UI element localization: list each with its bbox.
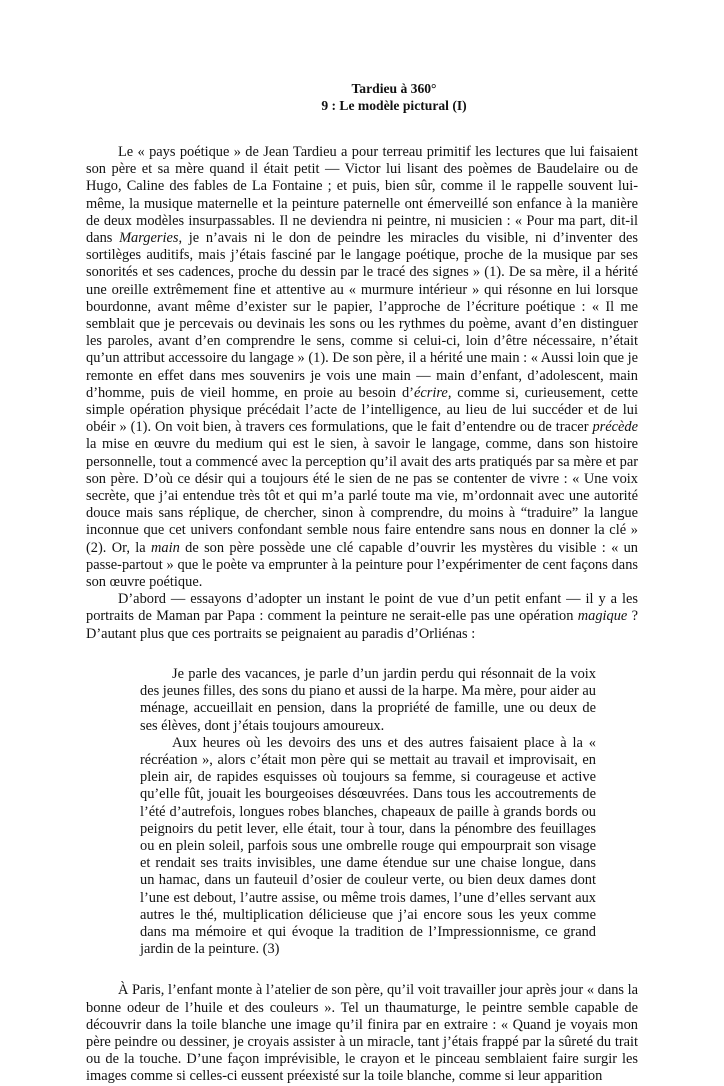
paragraph-text: ? D’autant plus que ces portraits se peignaient au paradis d’Orliénas : xyxy=(86,608,642,642)
paragraph-text: de son père possède une clé capable d’ouvrir les mystères du visible : « un passe-partout » que le poète va emprunter à la peinture pour l’expérimenter de cent façons dans son œuvre poétique. xyxy=(86,539,642,591)
paragraph-text: , comme si, curieusement, cette simple opération physique précédait l’acte de l’intelligence, au lieu de lui succéder et de lui obéir » (1). On voit bien, à travers ces formulations, que le fait d’entendre ou de tracer xyxy=(86,384,642,436)
italic-word-ecrire: écrire xyxy=(413,384,448,401)
document-subtitle: 9 : Le modèle pictural (I) xyxy=(321,98,467,113)
spacer xyxy=(86,114,638,144)
paragraph-1 xyxy=(86,144,642,591)
paragraph-3: À Paris, l’enfant monte à l’atelier de son père, qu’il voit travailler jour après jour « dans la bonne odeur de l’huile et des couleurs ». Tel un thaumaturge, le peintre semble capable de découvrir dans la toile blanche une image qu’il finira par en extraire : « Quand je voyais mon père peindre ou dessiner, je croyais assister à un miracle, tant j’étais frappé par la sûreté du trait ou de la touche. D’une façon imprévisible, le crayon et le pinceau semblaient faire surgir les images comme si celles-ci eussent préexisté sur la toile blanche, comme si leur apparition xyxy=(86,982,638,1085)
paragraph-text: D’abord — essayons d’adopter un instant le point de vue d’un petit enfant — il y a les portraits de Maman par Papa : comment la peinture ne serait-elle pas une opération xyxy=(86,591,642,625)
document-page xyxy=(86,80,642,1086)
quote-paragraph-2: Aux heures où les devoirs des uns et des autres faisaient place à la « récréation », alors c’était mon père qui se mettait au travail et improvisait, en plein air, de rapides esquisses où toujours sa femme, si courageuse et active qu’elle fût, jouait les bourgeoises désœuvrées. Dans tous les accoutrements de l’été d’autrefois, longues robes blanches, chapeaux de paille à grands bords ou peignoirs du petit lever, elle était, tour à tour, dans la pénombre des feuillages ou en plein soleil, parfois sous une ombrelle rouge qui empourprait son visage et rendait ses traits invisibles, une dame étendue sur une chaise longue, dans un hamac, dans un fauteuil d’osier de couleur verte, ou bien deux dames dont l’une est debout, l’autre assise, ou même trois dames, l’une d’elles servant aux autres le thé, multiplication délicieuse que j’ai encore sous les yeux comme dans ma mémoire et qui évoque la tradition de l’Impressionnisme, ce grand jardin de la peinture. (3) xyxy=(140,734,596,958)
italic-word-magique: magique xyxy=(577,608,628,625)
quote-paragraph-1: Je parle des vacances, je parle d’un jardin perdu qui résonnait de la voix des jeunes filles, des sons du piano et aussi de la harpe. Ma mère, pour aider au ménage, accueillait en pension, dans la propriété de famille, une ou deux de ses élèves, dont j’étais toujours amoureux. xyxy=(140,665,596,734)
paragraph-text: la mise en œuvre du medium qui est le sien, à savoir le langage, comme, dans son histoire personnelle, tout a commencé avec la perception qu’il avait des arts pratiqués par sa mère et par son père. D’où ce désir qui a toujours été le sien de ne pas se contenter de vivre : « Une voix secrète, que j’ai entendue très tôt et qui m’a parlé toute ma vie, m’ordonnait avec une autorité douce mais sans réplique, de chercher, sinon à comprendre, du moins à “traduire” la langue inconnue que cet univers confondant semble nous faire entendre sans nous en donner la clé » (2). Or, la xyxy=(86,419,642,556)
paragraph-text: Le « pays poétique » de Jean Tardieu a pour terreau primitif les lectures que lui faisaient son père et sa mère quand il était petit — Victor lui lisant des poèmes de Baudelaire ou de Hugo, Caline des fables de La Fontaine ; et puis, bien sûr, comme il le rappelle souvent lui-même, la musique maternelle et la peinture paternelle ont émerveillé son enfance à la manière de deux modèles insurpassables. Il ne deviendra ni peintre, ni musicien : « Pour ma part, dit-il dans xyxy=(86,144,642,247)
document-title: Tardieu à 360° xyxy=(351,81,437,96)
paragraph-2 xyxy=(86,591,642,643)
italic-word-main: main xyxy=(151,539,180,556)
block-quote xyxy=(140,666,596,958)
paragraph-text: , je n’avais ni le don de peindre les miracles du visible, ni d’inventer des sortilèges auditifs, mais j’étais fasciné par le langage poétique, proche de la musique par ses sonorités et ses cadences, proche du dessin par le tracé des signes » (1). De sa mère, il a hérité une oreille extrêmement fine et attentive au « murmure intérieur » qui résonne en lui lorsque bourdonne, avant même d’exister sur le papier, l’approche de l’écriture poétique : « Il me semblait que je percevais ou devinais les sons ou les rythmes du poème, avant d’en distinguer les paroles, avant d’en comprendre le sens, comme si celui-ci, loin d’être nécessaire, n’était qu’un attribut accessoire du langage » (1). De son père, il a hérité une main : « Aussi loin que je remonte en effet dans mes souvenirs je vois une main — main d’enfant, d’adolescent, main d’homme, puis de vieil homme, en proie au besoin d’ xyxy=(86,230,642,401)
italic-word-precede: précède xyxy=(592,419,638,436)
italic-title-margeries: Margeries xyxy=(119,230,179,247)
